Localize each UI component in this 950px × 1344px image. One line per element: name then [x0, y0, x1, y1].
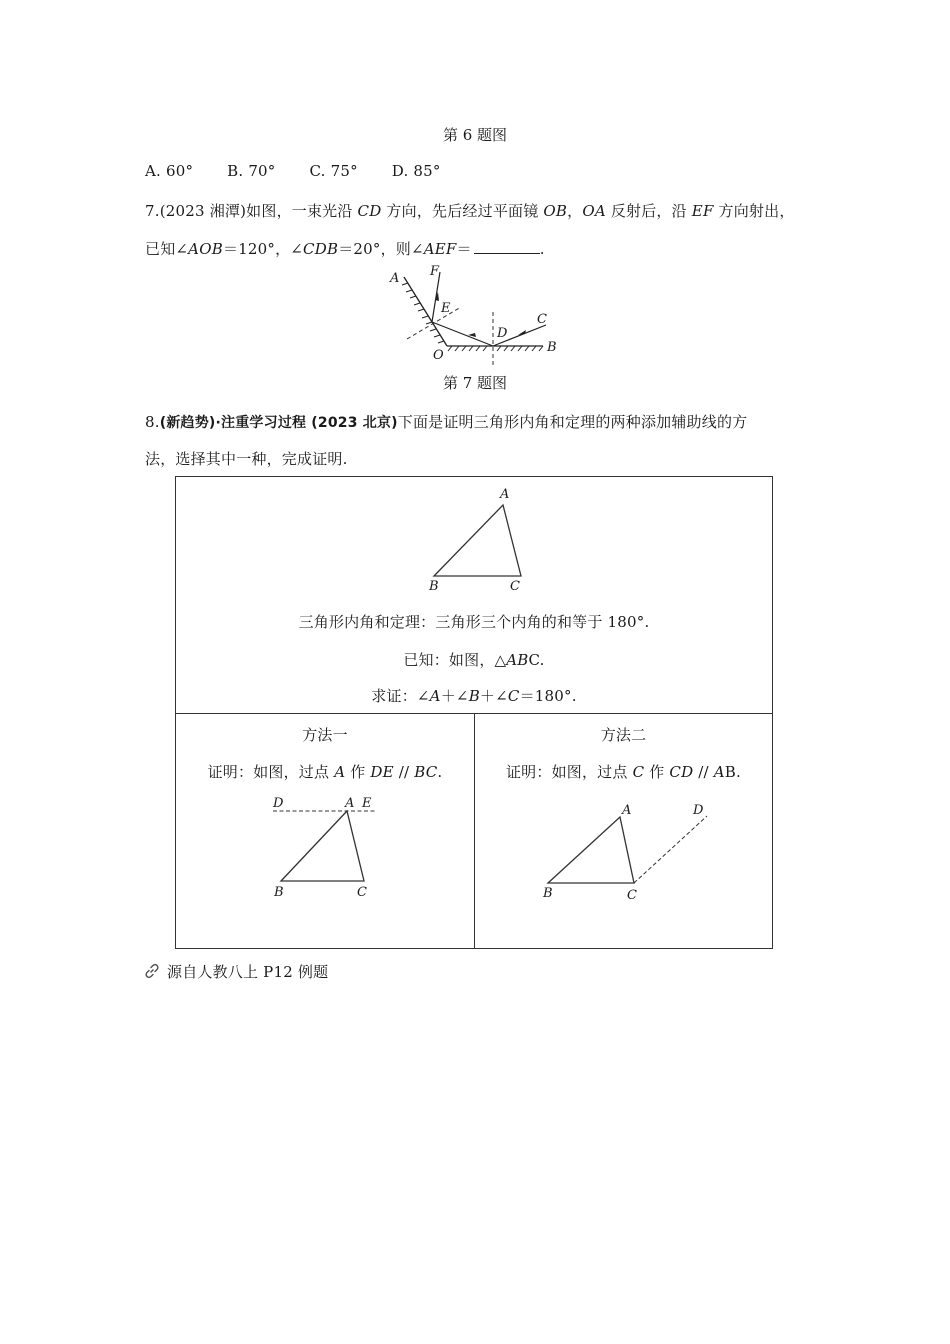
text: 方向射出，: [713, 202, 795, 220]
question-source: (2023 北京): [306, 415, 398, 431]
label-e: E: [441, 301, 451, 316]
math-var: BC: [414, 763, 438, 781]
text: ＝: [456, 240, 472, 258]
question-8-line-1: [145, 411, 747, 432]
svg-text:A: A: [345, 796, 355, 811]
svg-text:A: A: [622, 803, 632, 818]
method-2-proof: [475, 761, 772, 782]
question-source: (2023 湘潭): [159, 202, 247, 220]
method-1-figure: [269, 796, 389, 906]
answer-blank[interactable]: [474, 239, 540, 254]
label-c: C: [537, 312, 547, 327]
figure-7-mirror-diagram: [380, 260, 560, 370]
label-d: D: [497, 326, 508, 341]
method-1-title: 方法一: [302, 726, 348, 744]
math-var: AOB: [188, 240, 223, 258]
method-1-proof: [176, 761, 474, 782]
text: ＝180°.: [519, 687, 577, 705]
svg-text:B: B: [429, 579, 439, 594]
figure-6-caption: 第 6 题图: [442, 126, 508, 144]
text: 如图，一束光沿: [246, 202, 358, 220]
math-var: A: [713, 763, 725, 781]
text: ＋∠: [440, 687, 469, 705]
svg-text:D: D: [693, 803, 704, 818]
question-8-line-2: 法，选择其中一种，完成证明.: [145, 450, 348, 468]
theorem-statement: 三角形内角和定理：三角形三个内角的和等于 180°.: [298, 613, 650, 631]
text: 方向，先后经过平面镜: [381, 202, 544, 220]
question-7-line-2: [145, 238, 545, 259]
text: 已知：如图，△: [403, 651, 507, 669]
text: 反射后，沿: [605, 202, 692, 220]
question-number: 8.: [145, 413, 160, 431]
math-var: C: [507, 687, 520, 705]
math-var: AB: [506, 651, 529, 669]
text: 作: [644, 763, 670, 781]
text: //: [693, 763, 714, 781]
choice-c[interactable]: C. 75°: [309, 162, 358, 180]
svg-text:B: B: [543, 886, 553, 901]
text: ＝20°，则∠: [338, 240, 424, 258]
label-o: O: [433, 348, 444, 363]
svg-text:D: D: [273, 796, 284, 811]
text: .: [539, 240, 545, 258]
math-var: C: [632, 763, 645, 781]
choice-d[interactable]: D. 85°: [391, 162, 441, 180]
question-number: 7.: [145, 202, 160, 220]
svg-text:E: E: [362, 796, 372, 811]
text: B.: [724, 763, 741, 781]
question-7-line-1: [145, 200, 795, 221]
method-2-figure: [540, 798, 720, 908]
table-header-cell: [176, 477, 772, 714]
method-2-cell: [475, 714, 772, 948]
question-6-choices: [145, 162, 475, 180]
text: 已知∠: [145, 240, 189, 258]
text: 作: [345, 763, 371, 781]
source-footnote: [143, 961, 328, 982]
text: 证明：如图，过点: [207, 763, 335, 781]
svg-text:A: A: [500, 487, 510, 502]
math-var: A: [334, 763, 346, 781]
math-var: DE: [370, 763, 394, 781]
math-var: AEF: [423, 240, 457, 258]
text: ＝120°，∠: [222, 240, 304, 258]
footnote-text: 源自人教八上 P12 例题: [167, 963, 329, 981]
prove-statement: [176, 685, 772, 706]
figure-7-caption: 第 7 题图: [442, 374, 508, 392]
text: C.: [528, 651, 545, 669]
method-2-title: 方法二: [600, 726, 647, 744]
math-var: B: [468, 687, 480, 705]
svg-text:B: B: [274, 885, 284, 900]
text: 求证：∠: [371, 687, 430, 705]
math-var: OA: [582, 202, 606, 220]
math-var: CD: [669, 763, 694, 781]
label-b: B: [547, 340, 557, 355]
triangle-abc-figure: [426, 483, 526, 595]
math-var: CD: [357, 202, 382, 220]
label-f: F: [430, 264, 440, 279]
svg-text:C: C: [627, 888, 637, 903]
given-statement: [176, 649, 772, 670]
svg-text:C: C: [357, 885, 367, 900]
math-var: CDB: [303, 240, 339, 258]
label-a: A: [390, 271, 400, 286]
text: .: [437, 763, 443, 781]
text: 证明：如图，过点: [505, 763, 633, 781]
question-tag: (新趋势)·注重学习过程: [159, 415, 307, 431]
choice-a[interactable]: A. 60°: [145, 162, 194, 180]
text: ，: [567, 202, 583, 220]
text: ＋∠: [479, 687, 508, 705]
text: //: [393, 763, 415, 781]
method-1-cell: [176, 714, 475, 948]
math-var: A: [429, 687, 441, 705]
text: 下面是证明三角形内角和定理的两种添加辅助线的方: [397, 413, 748, 431]
math-var: EF: [691, 202, 714, 220]
link-icon: [143, 962, 161, 980]
math-var: OB: [543, 202, 568, 220]
proof-table: [175, 476, 773, 949]
choice-b[interactable]: B. 70°: [227, 162, 276, 180]
svg-text:C: C: [510, 579, 520, 594]
